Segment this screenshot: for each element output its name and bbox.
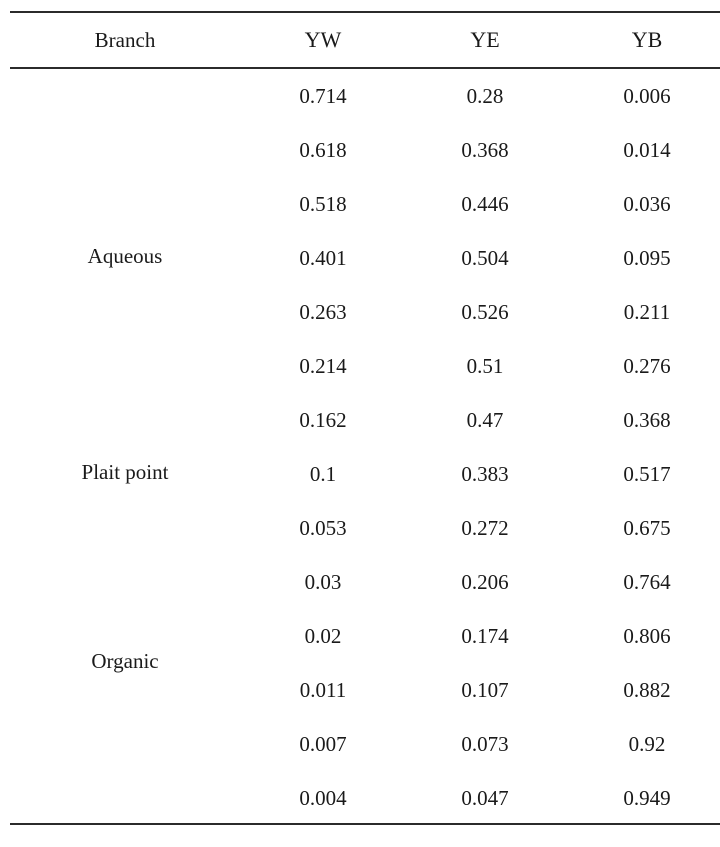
table-cell-ye: 0.272 <box>461 516 509 540</box>
table-cell-yw: 0.011 <box>299 678 347 702</box>
table-cell-yw: 0.004 <box>299 786 347 810</box>
table-cell-ye: 0.383 <box>461 462 509 486</box>
table-cell-yw: 0.02 <box>304 624 342 648</box>
table-cell-yw: 0.401 <box>299 246 347 270</box>
table-cell-yw: 0.518 <box>299 192 347 216</box>
column-header-yb: YB <box>631 27 663 52</box>
table-cell-yb: 0.095 <box>623 246 671 270</box>
table-cell-ye: 0.51 <box>466 354 504 378</box>
table-cell-yb: 0.764 <box>623 570 671 594</box>
table-bottom-rule <box>10 823 720 825</box>
table-cell-yw: 0.007 <box>299 732 347 756</box>
table-cell-ye: 0.28 <box>466 84 504 108</box>
table-cell-yw: 0.214 <box>299 354 347 378</box>
branch-label-aqueous: Aqueous <box>87 244 163 268</box>
table-cell-ye: 0.526 <box>461 300 509 324</box>
table-cell-yb: 0.92 <box>628 732 666 756</box>
table-cell-ye: 0.368 <box>461 138 509 162</box>
branch-label-organic: Organic <box>91 649 159 673</box>
table-cell-yw: 0.053 <box>299 516 347 540</box>
table-cell-yb: 0.517 <box>623 462 671 486</box>
table-cell-yb: 0.949 <box>623 786 671 810</box>
table-cell-yw: 0.1 <box>309 462 337 486</box>
table-top-rule <box>10 11 720 13</box>
table-cell-ye: 0.073 <box>461 732 509 756</box>
column-header-yw: YW <box>304 27 342 52</box>
table-cell-yb: 0.006 <box>623 84 671 108</box>
column-header-branch: Branch <box>94 28 156 52</box>
table-cell-ye: 0.206 <box>461 570 509 594</box>
table-cell-yw: 0.618 <box>299 138 347 162</box>
table-cell-yb: 0.211 <box>623 300 671 324</box>
table-cell-ye: 0.47 <box>466 408 504 432</box>
table-cell-yb: 0.882 <box>623 678 671 702</box>
table-cell-yb: 0.806 <box>623 624 671 648</box>
header-bottom-rule <box>10 67 720 69</box>
table-cell-ye: 0.047 <box>461 786 509 810</box>
branch-label-plait-point: Plait point <box>81 460 169 484</box>
table-cell-yw: 0.714 <box>299 84 347 108</box>
table-cell-ye: 0.107 <box>461 678 509 702</box>
table-cell-yb: 0.276 <box>623 354 671 378</box>
table-cell-yb: 0.675 <box>623 516 671 540</box>
table-cell-ye: 0.446 <box>461 192 509 216</box>
table-cell-yb: 0.368 <box>623 408 671 432</box>
table-cell-ye: 0.504 <box>461 246 509 270</box>
table-cell-ye: 0.174 <box>461 624 509 648</box>
table-cell-yb: 0.014 <box>623 138 671 162</box>
table-cell-yw: 0.162 <box>299 408 347 432</box>
table-cell-yw: 0.263 <box>299 300 347 324</box>
table-cell-yb: 0.036 <box>623 192 671 216</box>
table-cell-yw: 0.03 <box>304 570 342 594</box>
column-header-ye: YE <box>470 27 500 52</box>
